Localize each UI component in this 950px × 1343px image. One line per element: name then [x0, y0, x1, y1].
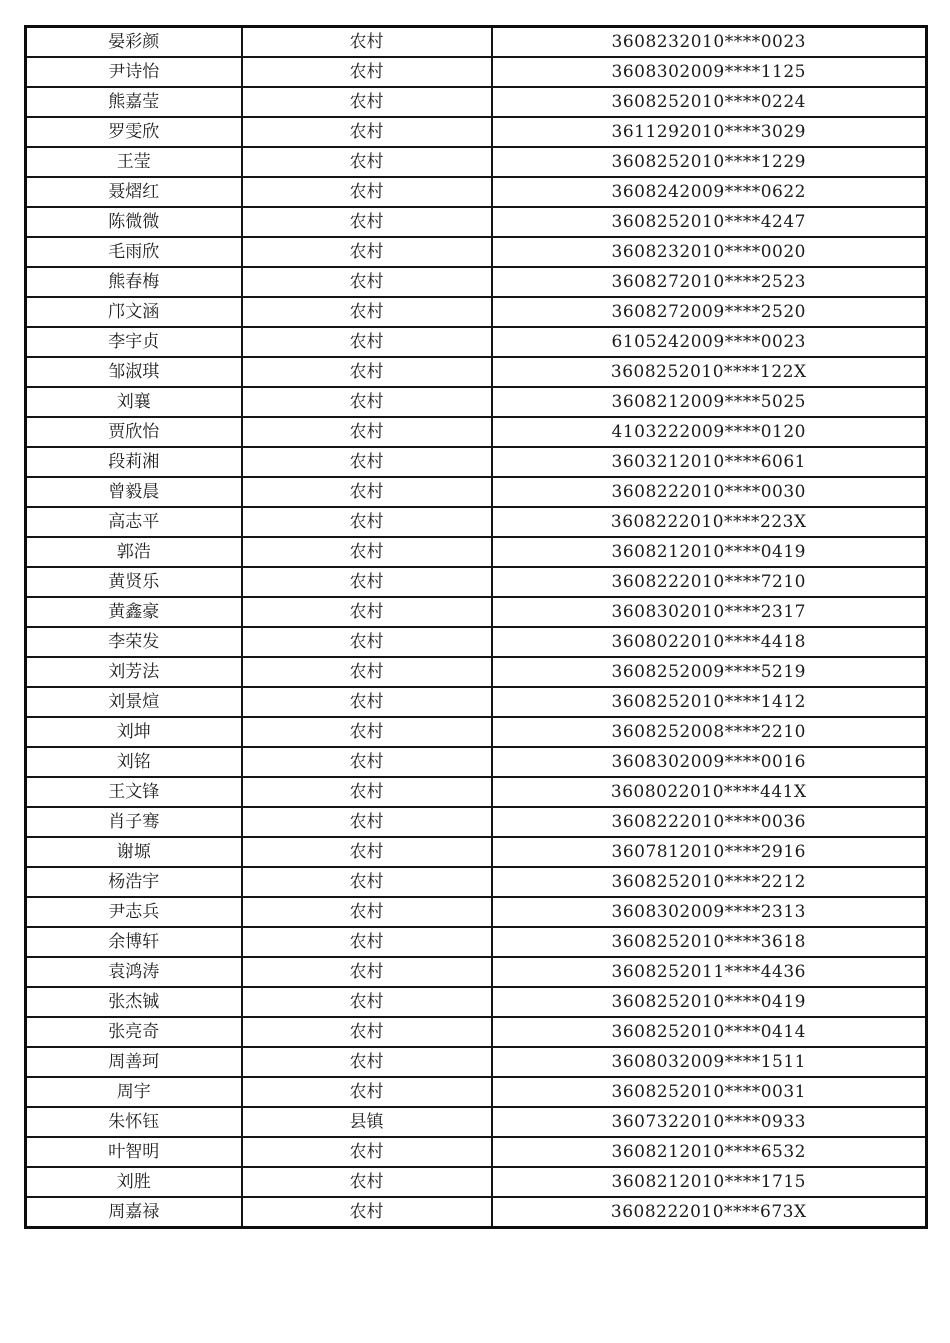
- cell-id-number: 3608302009****2313: [492, 897, 927, 927]
- cell-student-name: 杨浩宇: [26, 867, 242, 897]
- cell-residence-type: 农村: [242, 297, 492, 327]
- cell-residence-type: 农村: [242, 57, 492, 87]
- cell-residence-type: 农村: [242, 567, 492, 597]
- cell-residence-type: 农村: [242, 177, 492, 207]
- table-row: [26, 627, 927, 657]
- cell-residence-type: 农村: [242, 327, 492, 357]
- table-row: [26, 417, 927, 447]
- cell-student-name: 段莉湘: [26, 447, 242, 477]
- cell-residence-type: 农村: [242, 867, 492, 897]
- cell-residence-type: 农村: [242, 207, 492, 237]
- cell-student-name: 王文锋: [26, 777, 242, 807]
- cell-residence-type: 农村: [242, 87, 492, 117]
- cell-residence-type: 农村: [242, 267, 492, 297]
- cell-residence-type: 农村: [242, 927, 492, 957]
- cell-id-number: 3608302009****1125: [492, 57, 927, 87]
- cell-id-number: 6105242009****0023: [492, 327, 927, 357]
- table-row: [26, 447, 927, 477]
- cell-residence-type: 农村: [242, 447, 492, 477]
- table-row: [26, 27, 927, 58]
- cell-student-name: 刘襄: [26, 387, 242, 417]
- cell-student-name: 谢塬: [26, 837, 242, 867]
- cell-student-name: 刘铭: [26, 747, 242, 777]
- cell-residence-type: 农村: [242, 147, 492, 177]
- cell-residence-type: 农村: [242, 237, 492, 267]
- table-row: [26, 237, 927, 267]
- cell-residence-type: 农村: [242, 537, 492, 567]
- table-row: [26, 987, 927, 1017]
- cell-residence-type: 农村: [242, 687, 492, 717]
- table-row: [26, 387, 927, 417]
- cell-student-name: 肖子骞: [26, 807, 242, 837]
- table-row: [26, 657, 927, 687]
- table-row: [26, 357, 927, 387]
- cell-student-name: 刘芳法: [26, 657, 242, 687]
- cell-residence-type: 农村: [242, 477, 492, 507]
- cell-student-name: 周宇: [26, 1077, 242, 1107]
- table-row: [26, 1137, 927, 1167]
- table-row: [26, 1197, 927, 1228]
- cell-id-number: 3608022010****441X: [492, 777, 927, 807]
- table-row: [26, 1167, 927, 1197]
- cell-residence-type: 农村: [242, 117, 492, 147]
- cell-residence-type: 农村: [242, 1137, 492, 1167]
- cell-student-name: 黄贤乐: [26, 567, 242, 597]
- cell-id-number: 3608252008****2210: [492, 717, 927, 747]
- table-row: [26, 507, 927, 537]
- cell-residence-type: 农村: [242, 1017, 492, 1047]
- cell-id-number: 3608252010****0224: [492, 87, 927, 117]
- table-row: [26, 1047, 927, 1077]
- cell-student-name: 余博轩: [26, 927, 242, 957]
- cell-residence-type: 农村: [242, 987, 492, 1017]
- cell-student-name: 郭浩: [26, 537, 242, 567]
- cell-id-number: 3608212010****1715: [492, 1167, 927, 1197]
- cell-student-name: 熊嘉莹: [26, 87, 242, 117]
- cell-id-number: 3611292010****3029: [492, 117, 927, 147]
- cell-student-name: 晏彩颜: [26, 27, 242, 58]
- table-row: [26, 267, 927, 297]
- cell-student-name: 周嘉禄: [26, 1197, 242, 1228]
- cell-student-name: 罗雯欣: [26, 117, 242, 147]
- cell-student-name: 王莹: [26, 147, 242, 177]
- table-row: [26, 837, 927, 867]
- cell-id-number: 3608032009****1511: [492, 1047, 927, 1077]
- cell-id-number: 3603212010****6061: [492, 447, 927, 477]
- cell-student-name: 袁鸿涛: [26, 957, 242, 987]
- cell-student-name: 张亮奇: [26, 1017, 242, 1047]
- table-row: [26, 477, 927, 507]
- table-row: [26, 867, 927, 897]
- cell-id-number: 3608252011****4436: [492, 957, 927, 987]
- cell-student-name: 刘胜: [26, 1167, 242, 1197]
- cell-student-name: 刘坤: [26, 717, 242, 747]
- table-row: [26, 687, 927, 717]
- table-row: [26, 567, 927, 597]
- cell-id-number: 3607322010****0933: [492, 1107, 927, 1137]
- cell-residence-type: 农村: [242, 1167, 492, 1197]
- table-row: [26, 327, 927, 357]
- cell-residence-type: 农村: [242, 27, 492, 58]
- cell-id-number: 3608222010****0036: [492, 807, 927, 837]
- cell-id-number: 3608252010****4247: [492, 207, 927, 237]
- table-row: [26, 1107, 927, 1137]
- cell-residence-type: 农村: [242, 657, 492, 687]
- cell-residence-type: 农村: [242, 387, 492, 417]
- cell-residence-type: 农村: [242, 837, 492, 867]
- table-row: [26, 807, 927, 837]
- cell-student-name: 叶智明: [26, 1137, 242, 1167]
- table-row: [26, 957, 927, 987]
- cell-id-number: 3608252010****2212: [492, 867, 927, 897]
- cell-student-name: 邹淑琪: [26, 357, 242, 387]
- cell-residence-type: 农村: [242, 777, 492, 807]
- cell-residence-type: 农村: [242, 417, 492, 447]
- cell-residence-type: 农村: [242, 1077, 492, 1107]
- table-row: [26, 597, 927, 627]
- cell-student-name: 邝文涵: [26, 297, 242, 327]
- cell-residence-type: 农村: [242, 357, 492, 387]
- cell-id-number: 3608222010****673X: [492, 1197, 927, 1228]
- cell-student-name: 贾欣怡: [26, 417, 242, 447]
- cell-id-number: 4103222009****0120: [492, 417, 927, 447]
- cell-id-number: 3608272010****2523: [492, 267, 927, 297]
- table-row: [26, 717, 927, 747]
- cell-residence-type: 农村: [242, 807, 492, 837]
- cell-id-number: 3608252010****122X: [492, 357, 927, 387]
- table-body: [26, 27, 927, 1228]
- cell-id-number: 3608302009****0016: [492, 747, 927, 777]
- cell-id-number: 3608222010****0030: [492, 477, 927, 507]
- cell-id-number: 3608222010****7210: [492, 567, 927, 597]
- cell-student-name: 李宇贞: [26, 327, 242, 357]
- table-row: [26, 297, 927, 327]
- cell-id-number: 3608232010****0020: [492, 237, 927, 267]
- cell-student-name: 高志平: [26, 507, 242, 537]
- cell-residence-type: 农村: [242, 597, 492, 627]
- cell-id-number: 3608252010****1229: [492, 147, 927, 177]
- table-row: [26, 117, 927, 147]
- table-row: [26, 897, 927, 927]
- cell-id-number: 3608212009****5025: [492, 387, 927, 417]
- student-roster-table: [24, 25, 928, 1229]
- cell-student-name: 尹诗怡: [26, 57, 242, 87]
- cell-student-name: 黄鑫豪: [26, 597, 242, 627]
- cell-student-name: 张杰铖: [26, 987, 242, 1017]
- cell-id-number: 3607812010****2916: [492, 837, 927, 867]
- table-row: [26, 927, 927, 957]
- cell-residence-type: 县镇: [242, 1107, 492, 1137]
- table-row: [26, 87, 927, 117]
- cell-student-name: 周善珂: [26, 1047, 242, 1077]
- cell-id-number: 3608252010****1412: [492, 687, 927, 717]
- cell-id-number: 3608212010****6532: [492, 1137, 927, 1167]
- cell-residence-type: 农村: [242, 1047, 492, 1077]
- cell-id-number: 3608022010****4418: [492, 627, 927, 657]
- cell-residence-type: 农村: [242, 627, 492, 657]
- cell-student-name: 聂熠红: [26, 177, 242, 207]
- cell-student-name: 尹志兵: [26, 897, 242, 927]
- cell-id-number: 3608222010****223X: [492, 507, 927, 537]
- table-row: [26, 537, 927, 567]
- table-row: [26, 777, 927, 807]
- cell-residence-type: 农村: [242, 1197, 492, 1228]
- cell-student-name: 曾毅晨: [26, 477, 242, 507]
- cell-id-number: 3608272009****2520: [492, 297, 927, 327]
- cell-id-number: 3608252009****5219: [492, 657, 927, 687]
- table-row: [26, 147, 927, 177]
- cell-student-name: 李荣发: [26, 627, 242, 657]
- cell-id-number: 3608252010****0031: [492, 1077, 927, 1107]
- table-row: [26, 1077, 927, 1107]
- cell-student-name: 刘景煊: [26, 687, 242, 717]
- cell-id-number: 3608252010****3618: [492, 927, 927, 957]
- cell-residence-type: 农村: [242, 717, 492, 747]
- cell-residence-type: 农村: [242, 747, 492, 777]
- table-row: [26, 1017, 927, 1047]
- cell-student-name: 毛雨欣: [26, 237, 242, 267]
- table-row: [26, 207, 927, 237]
- cell-id-number: 3608232010****0023: [492, 27, 927, 58]
- table-row: [26, 177, 927, 207]
- cell-student-name: 熊春梅: [26, 267, 242, 297]
- cell-student-name: 朱怀钰: [26, 1107, 242, 1137]
- cell-residence-type: 农村: [242, 897, 492, 927]
- cell-student-name: 陈微微: [26, 207, 242, 237]
- cell-id-number: 3608302010****2317: [492, 597, 927, 627]
- table-row: [26, 747, 927, 777]
- table-row: [26, 57, 927, 87]
- cell-id-number: 3608212010****0419: [492, 537, 927, 567]
- cell-id-number: 3608242009****0622: [492, 177, 927, 207]
- cell-id-number: 3608252010****0414: [492, 1017, 927, 1047]
- cell-id-number: 3608252010****0419: [492, 987, 927, 1017]
- cell-residence-type: 农村: [242, 957, 492, 987]
- cell-residence-type: 农村: [242, 507, 492, 537]
